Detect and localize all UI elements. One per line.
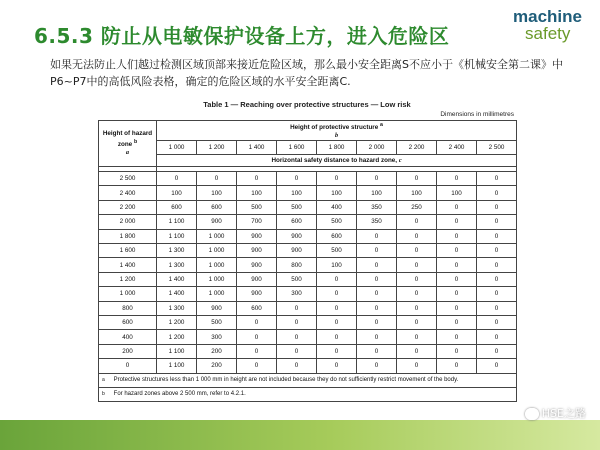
distance-cell: 0 — [157, 172, 197, 186]
distance-cell: 1 300 — [157, 258, 197, 272]
distance-cell: 0 — [477, 344, 517, 358]
distance-cell: 0 — [477, 301, 517, 315]
bottom-bar — [0, 420, 600, 450]
distance-cell: 0 — [477, 215, 517, 229]
table-row — [99, 215, 517, 229]
distance-cell: 0 — [477, 186, 517, 200]
table-body — [99, 172, 517, 373]
structure-height-cell: 2 200 — [397, 141, 437, 155]
distance-cell: 0 — [317, 316, 357, 330]
distance-cell: 0 — [477, 258, 517, 272]
distance-cell: 900 — [197, 215, 237, 229]
distance-cell: 400 — [317, 200, 357, 214]
table-row — [99, 330, 517, 344]
distance-cell: 0 — [397, 344, 437, 358]
distance-cell: 0 — [397, 301, 437, 315]
distance-cell: 600 — [197, 200, 237, 214]
watermark-text: HSE之路 — [541, 407, 586, 420]
distance-cell: 0 — [357, 344, 397, 358]
bottom-green-band — [0, 420, 600, 450]
distance-cell: 100 — [277, 186, 317, 200]
structure-height-cell: 1 000 — [157, 141, 197, 155]
table-units: Dimensions in millimetres — [440, 111, 514, 118]
distance-cell: 250 — [397, 200, 437, 214]
footnote-a — [99, 373, 517, 387]
distance-cell: 1 400 — [157, 287, 197, 301]
hazard-zone-var: a — [125, 149, 130, 157]
structure-height-cell: 1 800 — [317, 141, 357, 155]
distance-cell: 100 — [237, 186, 277, 200]
structure-height-sup: a — [380, 122, 383, 128]
distance-cell: 0 — [437, 359, 477, 373]
distance-cell: 0 — [437, 215, 477, 229]
table-row — [99, 287, 517, 301]
distance-cell: 900 — [277, 229, 317, 243]
structure-heights-row — [99, 141, 517, 155]
distance-cell: 900 — [197, 301, 237, 315]
distance-cell: 0 — [317, 287, 357, 301]
distance-cell: 0 — [277, 330, 317, 344]
distance-cell: 0 — [477, 272, 517, 286]
distance-cell: 0 — [477, 330, 517, 344]
structure-height-header — [157, 121, 517, 141]
distance-cell: 1 300 — [157, 244, 197, 258]
distance-cell: 0 — [357, 229, 397, 243]
hazard-height-cell: 0 — [99, 359, 157, 373]
distance-cell: 0 — [397, 330, 437, 344]
distance-cell: 0 — [317, 359, 357, 373]
distance-cell: 0 — [357, 359, 397, 373]
distance-cell: 200 — [197, 359, 237, 373]
distance-cell: 0 — [477, 172, 517, 186]
hazard-zone-header — [99, 121, 157, 167]
distance-cell: 900 — [277, 244, 317, 258]
distance-var: c — [398, 157, 402, 165]
table-row — [99, 272, 517, 286]
distance-cell: 900 — [237, 287, 277, 301]
structure-height-var: b — [334, 132, 339, 140]
distance-cell: 600 — [237, 301, 277, 315]
structure-height-cell: 1 600 — [277, 141, 317, 155]
hazard-height-cell: 200 — [99, 344, 157, 358]
table-row — [99, 229, 517, 243]
hazard-height-cell: 1 400 — [99, 258, 157, 272]
table-row — [99, 200, 517, 214]
distance-cell: 500 — [317, 215, 357, 229]
distance-cell: 0 — [277, 301, 317, 315]
distance-cell: 1 400 — [157, 272, 197, 286]
distance-cell: 0 — [437, 200, 477, 214]
structure-height-cell: 1 400 — [237, 141, 277, 155]
distance-cell: 100 — [317, 258, 357, 272]
distance-cell: 0 — [357, 272, 397, 286]
intro-paragraph — [50, 56, 590, 90]
distance-cell: 0 — [477, 316, 517, 330]
distance-cell: 0 — [437, 272, 477, 286]
distance-cell: 0 — [237, 172, 277, 186]
distance-cell: 500 — [277, 272, 317, 286]
distance-cell: 350 — [357, 200, 397, 214]
distance-cell: 900 — [237, 244, 277, 258]
distance-cell: 1 100 — [157, 229, 197, 243]
distance-cell: 0 — [317, 272, 357, 286]
distance-cell: 0 — [397, 316, 437, 330]
distance-cell: 0 — [357, 301, 397, 315]
distance-cell: 100 — [397, 186, 437, 200]
watermark — [525, 405, 586, 421]
hazard-height-cell: 1 000 — [99, 287, 157, 301]
table-row — [99, 316, 517, 330]
footnote-a-mark: a — [102, 377, 105, 384]
footnote-b-mark: b — [102, 391, 105, 398]
distance-cell: 0 — [197, 172, 237, 186]
machine-safety-logo — [513, 8, 582, 42]
footnote-a-text: Protective structures less than 1 000 mm in height are not included because they do not sufficiently restrict movement of the body. — [113, 377, 459, 384]
hazard-height-cell: 600 — [99, 316, 157, 330]
distance-cell: 900 — [237, 258, 277, 272]
distance-label: Horizontal safety distance to hazard zone, — [271, 157, 398, 165]
distance-cell: 500 — [277, 200, 317, 214]
distance-cell: 0 — [437, 258, 477, 272]
distance-cell: 0 — [317, 172, 357, 186]
distance-cell: 600 — [157, 200, 197, 214]
distance-cell: 500 — [317, 244, 357, 258]
distance-cell: 0 — [437, 229, 477, 243]
distance-cell: 100 — [157, 186, 197, 200]
distance-cell: 0 — [277, 172, 317, 186]
distance-cell: 0 — [437, 244, 477, 258]
distance-header — [157, 155, 517, 167]
distance-cell: 1 100 — [157, 359, 197, 373]
hazard-height-cell: 400 — [99, 330, 157, 344]
distance-cell: 0 — [357, 330, 397, 344]
hazard-height-cell: 2 500 — [99, 172, 157, 186]
footnote-b-row — [99, 387, 517, 401]
distance-cell: 0 — [397, 244, 437, 258]
slide-title: 6.5.3 防止从电敏保护设备上方，进入危险区 — [34, 24, 450, 48]
distance-cell: 700 — [237, 215, 277, 229]
footnote-b-text: For hazard zones above 2 500 mm, refer to 4.2.1. — [113, 391, 246, 398]
standard-table-excerpt — [98, 100, 516, 402]
hazard-height-cell: 1 800 — [99, 229, 157, 243]
distance-cell: 0 — [397, 287, 437, 301]
distance-cell: 0 — [397, 215, 437, 229]
distance-cell: 0 — [397, 172, 437, 186]
distance-cell: 0 — [357, 316, 397, 330]
distance-cell: 0 — [477, 287, 517, 301]
distance-cell: 0 — [357, 244, 397, 258]
hazard-zone-label: Height of hazard zone — [102, 130, 153, 149]
table-title: Table 1 — Reaching over protective structures — Low risk — [203, 100, 411, 109]
distance-cell: 1 000 — [197, 229, 237, 243]
distance-cell: 0 — [437, 330, 477, 344]
distance-cell: 600 — [277, 215, 317, 229]
hazard-zone-sup: b — [133, 139, 138, 145]
hazard-height-cell: 1 600 — [99, 244, 157, 258]
distance-cell: 1 200 — [157, 330, 197, 344]
distance-cell: 0 — [437, 301, 477, 315]
distance-cell: 900 — [237, 229, 277, 243]
distance-cell: 0 — [237, 330, 277, 344]
distance-cell: 0 — [437, 172, 477, 186]
distance-cell: 0 — [237, 359, 277, 373]
distance-cell: 600 — [317, 229, 357, 243]
distance-cell: 0 — [317, 330, 357, 344]
table-row — [99, 186, 517, 200]
distance-cell: 1 000 — [197, 258, 237, 272]
distance-cell: 1 300 — [157, 301, 197, 315]
distance-cell: 0 — [397, 229, 437, 243]
distance-cell: 1 100 — [157, 344, 197, 358]
distance-cell: 500 — [197, 316, 237, 330]
distance-cell: 0 — [397, 272, 437, 286]
distance-cell: 100 — [437, 186, 477, 200]
hazard-height-cell: 2 000 — [99, 215, 157, 229]
distance-cell: 100 — [197, 186, 237, 200]
distance-cell: 0 — [477, 359, 517, 373]
distance-cell: 0 — [397, 359, 437, 373]
structure-height-label: Height of protective structure — [290, 124, 379, 132]
footnote-a-row — [99, 373, 517, 387]
distance-cell: 0 — [357, 258, 397, 272]
table-row — [99, 344, 517, 358]
distance-cell: 0 — [357, 287, 397, 301]
wechat-icon — [525, 408, 539, 420]
distance-cell: 0 — [357, 172, 397, 186]
distance-cell: 0 — [277, 359, 317, 373]
distance-cell: 1 200 — [157, 316, 197, 330]
hazard-height-cell: 2 400 — [99, 186, 157, 200]
distance-cell: 0 — [477, 244, 517, 258]
structure-height-cell: 1 200 — [197, 141, 237, 155]
table-row — [99, 359, 517, 373]
distance-cell: 1 100 — [157, 215, 197, 229]
structure-height-cell: 2 500 — [477, 141, 517, 155]
intro-line-2: P6~P7中的高低风险表格，确定的危险区域的水平安全距离C. — [50, 75, 351, 88]
distance-cell: 0 — [237, 316, 277, 330]
distance-cell: 0 — [317, 344, 357, 358]
distance-cell: 0 — [317, 301, 357, 315]
table-row — [99, 244, 517, 258]
distance-cell: 0 — [237, 344, 277, 358]
distance-cell: 0 — [477, 200, 517, 214]
distance-cell: 500 — [237, 200, 277, 214]
logo-line-machine: machine — [513, 7, 582, 26]
distance-cell: 0 — [277, 316, 317, 330]
footnote-b — [99, 387, 517, 401]
distance-cell: 1 000 — [197, 272, 237, 286]
hazard-height-cell: 800 — [99, 301, 157, 315]
table-row — [99, 301, 517, 315]
distance-cell: 0 — [277, 344, 317, 358]
distance-cell: 0 — [437, 316, 477, 330]
hazard-height-cell: 2 200 — [99, 200, 157, 214]
distance-cell: 0 — [437, 287, 477, 301]
table-row — [99, 172, 517, 186]
intro-line-1: 如果无法防止人们越过检测区域顶部来接近危险区域，那么最小安全距离S不应小于《机械安全第二课》中 — [50, 58, 563, 71]
distance-cell: 300 — [197, 330, 237, 344]
distance-cell: 200 — [197, 344, 237, 358]
distance-cell: 800 — [277, 258, 317, 272]
structure-height-cell: 2 000 — [357, 141, 397, 155]
distance-cell: 100 — [357, 186, 397, 200]
structure-height-cell: 2 400 — [437, 141, 477, 155]
distance-cell: 900 — [237, 272, 277, 286]
distance-cell: 0 — [437, 344, 477, 358]
distance-cell: 300 — [277, 287, 317, 301]
distance-cell: 1 000 — [197, 287, 237, 301]
reach-over-table — [98, 120, 517, 402]
distance-cell: 1 000 — [197, 244, 237, 258]
distance-cell: 0 — [477, 229, 517, 243]
hazard-height-cell: 1 200 — [99, 272, 157, 286]
distance-cell: 350 — [357, 215, 397, 229]
distance-cell: 100 — [317, 186, 357, 200]
logo-line-safety: safety — [525, 24, 571, 43]
table-row — [99, 258, 517, 272]
distance-cell: 0 — [397, 258, 437, 272]
